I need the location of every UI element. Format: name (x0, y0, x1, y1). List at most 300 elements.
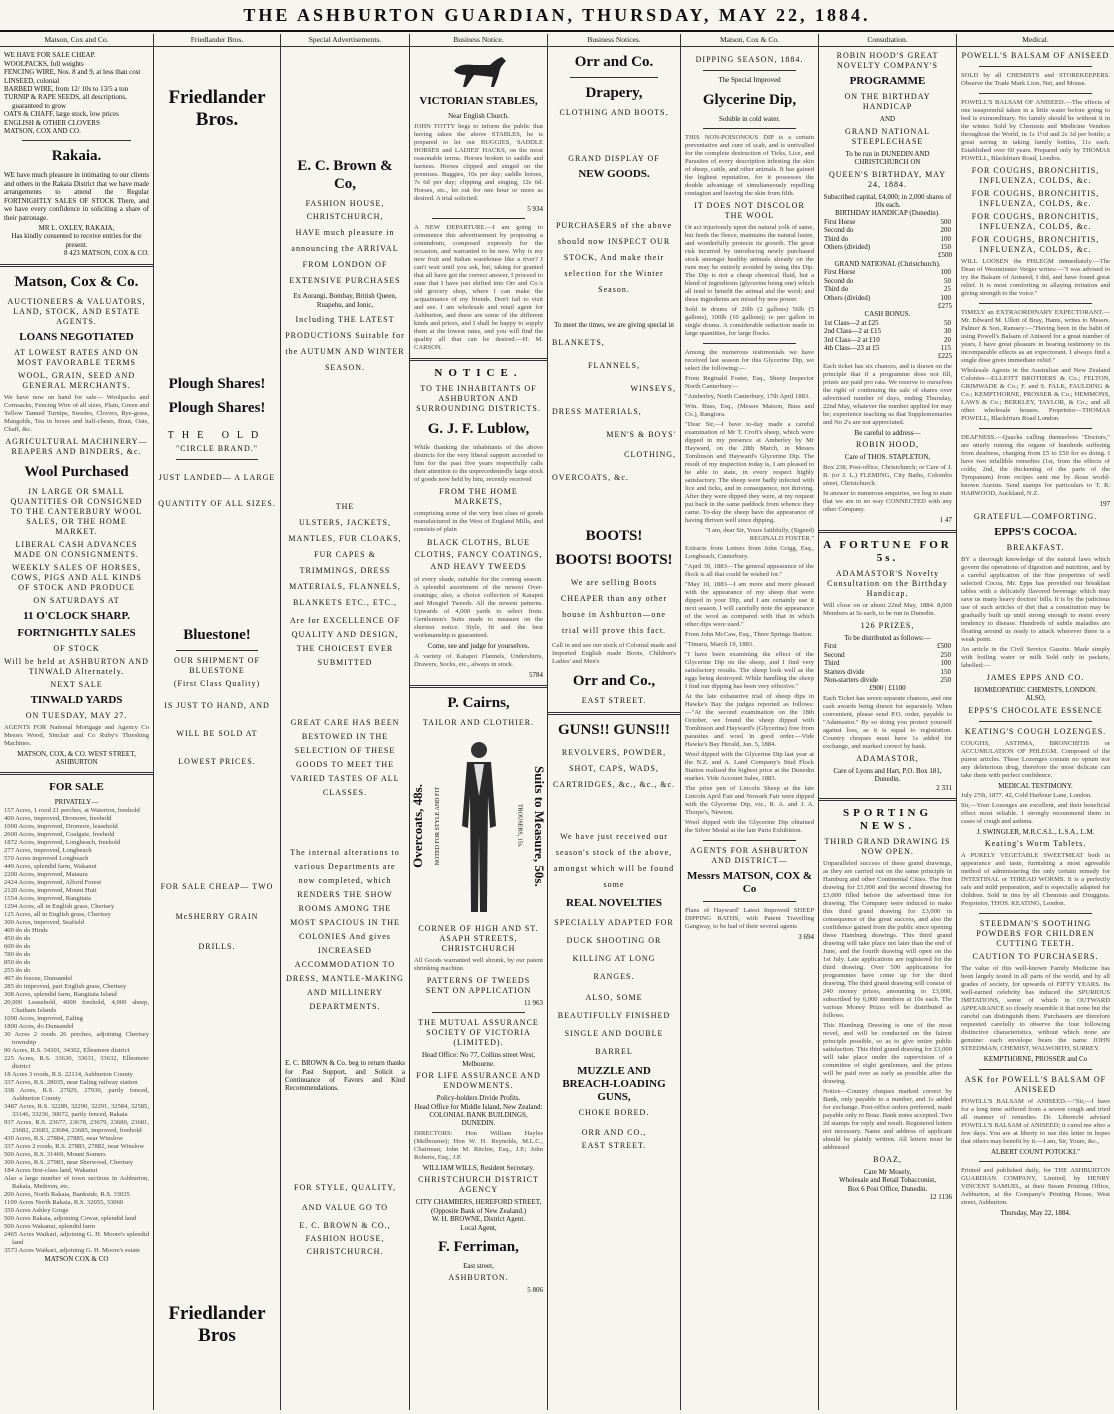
winseys: WINSEYS, (630, 383, 676, 393)
rakaia-heading: Rakaia. (51, 148, 102, 165)
boots-2: BOOTS! BOOTS! (555, 551, 673, 568)
blankets: BLANKETS, (552, 337, 605, 347)
prize-amount: 100 (940, 293, 951, 302)
lublow-text: While thanking the inhabitants of the above districts for the very liberal support accorded to him for the past five years respectfully calls their attention to the unprecedentedly large stock of goods now held by him, recently received (414, 444, 543, 484)
imprint-date: Thursday, May 22, 1884. (1000, 1209, 1071, 1218)
land-item: 600 do do (4, 942, 31, 950)
prize-amount: 200 (940, 226, 951, 235)
grand-display: GRAND DISPLAY OF (568, 154, 660, 164)
city-chambers: CITY CHAMBERS, HEREFORD STREET, (Opposite Bank of New Zealand.) (415, 1198, 542, 1215)
ad-ref: 11 963 (524, 999, 543, 1008)
prize-label: First Horse (824, 268, 856, 277)
land-item: 300 Acres, improved, Seafield (4, 918, 85, 926)
land-item: 337 Acres 2 roods, R.S. 27883, 27882, near Winslow (4, 1142, 145, 1150)
land-item: 937 Acres, R.S. 23677, 23678, 23679, 23680, 23681, 23682, 23683, 23684, 23685, improved, freehold (4, 1118, 149, 1134)
inhabitants: TO THE INHABITANTS OF ASHBURTON AND SURROUNDING DISTRICTS. (416, 384, 541, 414)
excellence: Are for EXCELLENCE OF QUALITY AND DESIGN, THE CHOICEST EVER SUBMITTED (289, 616, 401, 668)
prize-amount: 500 (940, 217, 951, 226)
trousers-price: TROUSERS, 15s. (516, 804, 523, 848)
masthead: THE ASHBURTON GUARDIAN, THURSDAY, MAY 22, 1884. (0, 0, 1114, 32)
powell-balsam: POWELL'S BALSAM OF ANISEED (961, 51, 1110, 61)
programme: PROGRAMME (849, 75, 926, 88)
land-item: 200 Acres, North Rakaia, Bankside, R.S. 33035 (4, 1190, 130, 1198)
foster: From Reginald Foster, Esq., Sheep Inspector North Canterbury— (685, 375, 814, 391)
near-church: Near English Church. (448, 112, 509, 121)
may: "May 10, 1883—I am more and more pleased with the appearance of my sheep that were dipped in your Dip, and I am certainly use it next season. I will carefully note the appearance of the wool as compared with that in which other dips were used." (685, 581, 814, 629)
table-row (823, 294, 952, 302)
prize-table-adamastor (823, 642, 952, 684)
comprising: comprising some of the very best class of goods manufactured in the West of England Mills, and consists of plain (414, 510, 543, 534)
caution-text: The value of this well-known Family Medicine has been largely tested in all parts of the world, and by all grades of society, for upwards of FIFTY YEARS. Its well-earned celebrity has induced the SPURIOUS IMITATIONS, some of which in OUTWARD APPEARANCE so closely resemble it that none but the careful can distinguish them. Purchasers are therefore requested carefully to observe the four following distinctive characteristics, without which none are genuine: each envelope bears the name JOHN STEEDMAN, CHEMIST, WALWORTH, SURREY. (961, 965, 1110, 1053)
the: THE (335, 502, 355, 512)
drapery: Drapery, (585, 85, 643, 102)
ec-brown-title: E. C. Brown & Co, (297, 158, 393, 193)
also: ALSO, (1025, 694, 1046, 703)
land-item: 277 Acres, improved, Longbeach (4, 846, 92, 854)
prize-label: 4th Class—23 at £5 (824, 343, 880, 352)
loans-terms: AT LOWEST RATES AND ON MOST FAVORABLE TERMS (14, 347, 139, 367)
fashion-house-footer: FASHION HOUSE, (305, 1233, 385, 1243)
ashburton: ASHBURTON. (448, 1273, 509, 1283)
prize-label: Third do (824, 234, 849, 243)
land-list (4, 807, 149, 1255)
adamastor: ADAMASTOR'S Novelty Consultation on the Birthday Handicap. (827, 568, 948, 598)
nz-office: Head Office for Middle Island, New Zealand: COLONIAL BANK BUILDINGS, DUNEDIN. (414, 1102, 543, 1128)
of-stock: OF STOCK (53, 643, 100, 653)
ad-line: WE HAVE FOR SALE CHEAP. (4, 51, 96, 60)
table-row (823, 235, 952, 243)
sold-in-drums: Sold in drums of 20lb (2 gallons) 56lb (5 gallons), 100lb (10 gallons); ie per gallon in single drums. A considerable reduction made in large quantities, for large flocks. (685, 306, 814, 338)
prize-label: 3rd Class—2 at £10 (824, 335, 880, 344)
plough-shares-2: Plough Shares! (168, 400, 266, 417)
land-item: 400 Acres, improved, Dromore, freehold (4, 814, 112, 822)
land-item: 450 do do (4, 934, 31, 942)
prize-amount: 30 (944, 327, 951, 336)
prize-amount: 250 (940, 650, 951, 659)
variety: A variety of Kaiapoi Flannels, Undershirts, Drawers, Socks, etc., always in stock. (414, 652, 543, 668)
ad-ref: 3 694 (798, 933, 814, 942)
plans: Plans of Hayward' Latest Improved SHEEP DIPPING BATHS, with Patent Travelling Gangway, to be had of their several agents (685, 907, 814, 931)
adamastor-sign: ADAMASTOR, (856, 753, 919, 763)
for-sale-heading: FOR SALE (49, 781, 104, 794)
epps-cocoa: EPPS'S COCOA. (994, 525, 1077, 538)
land-item: 850 do do (4, 958, 31, 966)
notice-text: Notice—Country cheques marked correct by Bank, only payable to a number, and 1s added for exchange. Post-office orders preferred, made payable only to Boaz. Bank notes accepted. Two 2d stamps for reply and result. Registered letters not necessary. Name and address of applicant should be plainly written. All letters must be addressed (823, 1088, 952, 1152)
mens-clothing: MEN'S & BOYS' CLOTHING, (606, 429, 676, 459)
corner-address: CORNER OF HIGH AND ST. ASAPH STREETS, CHRISTCHURCH (418, 924, 539, 954)
run-in: To be run in DUNEDIN AND CHRISTCHURCH ON (845, 149, 930, 167)
local-agent: Local Agent, (460, 1223, 497, 1232)
land-item: 184 Acres first-class land, Wakanui (4, 1166, 98, 1174)
cairns-title: P. Cairns, (447, 695, 510, 712)
timely: TIMELY an EXTRAORDINARY EXPECTORANT.—Mr. Edward M. Ullett of Bray, Hants, writes to Messrs. Palmer & Son, Ramsey:—"Having been in the habit of using Powell's Balsam of Aniseed for a great number of years, I have great pleasure in bearing testimony to its incomparable effects as an expectorant. I always find a single dose gives immediate relief." (961, 309, 1110, 365)
matson-address: MATSON, COX, & CO. WEST STREET, ASHBURTON (17, 749, 136, 766)
the-old: THE OLD (167, 430, 267, 442)
revolvers: REVOLVERS, POWDER, SHOT, CAPS, WADS, CARTRIDGES, &c., &c., &c. (552, 747, 676, 789)
style-quality: FOR STYLE, QUALITY, AND VALUE GO TO (294, 1182, 396, 1212)
land-item: 125 Acres, all in English grass, Chertsey (4, 910, 111, 918)
wholesale-agents: Wholesale Agents in the Australian and New Zealand Colonies—ELLIOTT BROTHERS & Co.; FELTON, GRIMWADE & Co.; F. and S. FALK, FAULDING & Co.; KEMPTHORNE, PROSSER & Co.; HEMMONS, LAWS & Co.; BERKLEY, TAYLOR, & Co.; and all other wholesale houses. Proprietor—THOMAS POWELL, Blackfriars Road London. (961, 367, 1110, 423)
imprint: Printed and published daily, for THE ASHBURTON GUARDIAN COMPANY, Limited, by HENRY VINCENT SAMUEL, at their Steam Printing Office, Ashburton, at the Company's Printing House, West street, Ashburton. (961, 1167, 1110, 1207)
column-header: Business Notices. (548, 36, 680, 47)
subscribed: Subscribed capital, £4,000; in 2,000 shares of 10s each. (823, 192, 952, 210)
prize-label: 2nd Class—2 at £15 (824, 327, 881, 336)
table-row (823, 226, 952, 234)
swingler: J. SWINGLER, M.R.C.S.L., L.S.A., L.M. (976, 828, 1095, 837)
special-improved: The Special Improved (718, 76, 781, 85)
wool-purchased-heading: Wool Purchased (24, 463, 129, 480)
held-at: Will be held at ASHBURTON AND TINWALD Alternately. (4, 656, 149, 676)
prize-amount: 150 (940, 243, 951, 252)
medical-testimony: MEDICAL TESTIMONY. (998, 781, 1073, 790)
ferriman: F. Ferriman, (438, 1238, 519, 1255)
total-2: £275 (938, 301, 952, 310)
column-header: Special Advertisements. (281, 36, 409, 47)
coughs-heading: FOR COUGHS, BRONCHITIS, INFLUENZA, COLDS, &c. (971, 166, 1100, 186)
fashion-house: FASHION HOUSE, (305, 199, 385, 209)
tailor-clothier: TAILOR AND CLOTHIER. (422, 718, 535, 728)
ship-names: Ex Aorangi, Bombay, British Queen, Ruapehu, and Ionic, (293, 292, 397, 309)
april: "April 30, 1883—The general appearance of the flock is all that could be wished for." (685, 563, 814, 579)
hamburg-text: This Hamburg Drawing is one of the most novel, and will be conducted on the fairest principle possible, so as to give entire public satisfaction. This third grand drawing for £3,000 will take place under the supervision of a committee of eight gentlemen, and the prizes will be paid over as early as possible after the drawing. (823, 1022, 952, 1086)
ticket-text: Each ticket has six chances, and is drawn on the principle that if a programme does not fill, prizes are paid pro rata. We reserve to ourselves the right of continuing the sale of shares over advertised number of days, ending Thursday, 22nd May, whatever the number applied for may be; experience teaching us that Supplementaries and No 2's are not appreciated. (823, 362, 952, 426)
overcoats: OVERCOATS, &c. (552, 472, 629, 482)
adapted: SPECIALLY ADAPTED FOR DUCK SHOOTING OR KILLING AT LONG RANGES. (554, 917, 674, 981)
prize-label: Third (824, 659, 840, 668)
overcoats-price: Overcoats, 48s. (410, 784, 425, 868)
prize-amount: 50 (944, 318, 951, 327)
ad-line: WOOLPACKS, full weights (4, 59, 84, 68)
albert: ALBERT COUNT POTOCKI." (991, 1147, 1080, 1156)
prize-label: 1st Class—2 at £25 (824, 318, 879, 327)
prize-label: Others (divided) (824, 243, 871, 252)
ad-ref: 197 (1099, 500, 1110, 509)
table-row (823, 277, 952, 285)
wool-purchased-text: IN LARGE OR SMALL QUANTITIES OR CONSIGNED TO THE CANTERBURY WOOL SALES, OR THE HOME MARKET. (10, 486, 143, 536)
hawkes-bay: At the late exhaustive trial of sheep dips in Hawke's Bay the judges reported as follows:—"At the second examination on the 18th October, we found the sheep dipped with Tomlinson and Hayward's (Glycerine) free from parasites and wool in good order.—Vide Hawke's Bay Herald, Jan. 5, 1884. (685, 693, 814, 749)
agents-text: AGENTS FOR National Mortgage and Agency Co Messrs Wood, Sinclair and Co Ruby's Threshing Machines. (4, 723, 149, 747)
coughs-heading: FOR COUGHS, BRONCHITIS, INFLUENZA, COLDS, &c. (971, 212, 1100, 232)
prize-amount: 25 (944, 285, 951, 294)
oxley-name: MR L. OXLEY, RAKAIA, (38, 223, 115, 232)
shipment: OUR SHIPMENT OF BLUESTONE (174, 656, 260, 676)
column-header: Consultation. (819, 36, 956, 47)
table-row (823, 642, 952, 650)
cloth-list: BLACK CLOTHS, BLUE CLOTHS, FANCY COATINGS, AND HEAVY TWEEDS (414, 538, 543, 572)
land-item: 308 Acres, splendid farm, Rangitata Island (4, 990, 117, 998)
homeopathic: HOMŒOPATHIC CHEMISTS, LONDON. (974, 685, 1097, 694)
column-medical (957, 34, 1114, 1410)
powell-text: POWELL'S BALSAM OF ANISEED.—The effects of one teaspoonful taken in a little water before going to bed is extraordinary. No family should be without it in the winter. Sold by Chemists and Medicine Vendors throughout the World, in 1s 1½d and 2s 3d per bottle; a great saving in taking family bottles, 11s each. Established over 60 years. Prepared only by THOMAS POWELL, Blackfriars Road, London. (961, 99, 1110, 163)
prize-amount: 50 (944, 276, 951, 285)
ask-for: ASK for POWELL'S BALSAM OF ANISEED (964, 1074, 1107, 1094)
grain-drills: FOR SALE CHEAP— TWO McSHERRY GRAIN DRILLS. (160, 882, 274, 952)
ad-ref: 5784 (529, 670, 543, 679)
will-close: Will close on or about 22nd May, 1884. 8,000 Members at 5s each, to be run in Dunedin. (823, 601, 952, 617)
land-item: 337 Acres, R.S. 28035, near Ealing railway station (4, 1078, 138, 1086)
friedlander-footer: Friedlander Bros (168, 1303, 266, 1347)
care-mosely: Care Mr Mosely, (863, 1168, 912, 1177)
and: AND (879, 115, 896, 124)
birthday-handicap: ON THE BIRTHDAY HANDICAP (844, 92, 931, 112)
ad-ref: 5 934 (527, 204, 543, 213)
first-class: (First Class Quality) (173, 679, 261, 689)
national-chch: GRAND NATIONAL (Christchurch). (834, 259, 941, 268)
prize-amount: 150 (940, 667, 951, 676)
privately: PRIVATELY— (54, 798, 99, 807)
land-item: 430 Acres, R.S. 27884, 27885, near Winslow (4, 1134, 123, 1142)
land-item: 2600 Acres, improved, Coalgate, freehold (4, 830, 115, 838)
worm-text: A PURELY VEGETABLE SWEETMEAT both in appearance and taste, furnishing a most agreeable method of administering the only certain remedy for INTESTINAL or THREAD WORMS. It is a perfectly safe and mild preparation, and is especially adapted for children. Sold in tins by all Chemists and Druggists. Proprietor, THOS. KEATING, London. (961, 852, 1110, 908)
prize-label: Second do (824, 276, 854, 285)
land-item: 350 Acres Ashley Gorge (4, 1206, 69, 1214)
boaz: BOAZ, (873, 1155, 902, 1165)
christchurch-footer: CHRISTCHURCH. (306, 1246, 384, 1256)
land-item: 225 Acres, R.S. 33630, 33631, 33632, Ellesmere district (4, 1054, 149, 1070)
land-item: 570 Acres improved Longbeach (4, 854, 89, 862)
prize-amount: 100 (940, 659, 951, 668)
column-header: Matson, Cox and Co. (0, 36, 153, 47)
table-row (823, 218, 952, 226)
real-novelties: REAL NOVELTIES (566, 896, 662, 909)
soluble: Soluble in cold water. (718, 114, 781, 123)
column-special-ads (281, 34, 410, 1410)
distributed: To be distributed as follows:— (844, 633, 931, 642)
prize-table-handicap (823, 218, 952, 252)
fortnightly-sales: FORTNIGHTLY SALES (17, 626, 136, 639)
plough-shares-1: Plough Shares! (168, 376, 266, 393)
agents-heading: AGENTS FOR ASHBURTON AND DISTRICT— (690, 846, 809, 866)
land-item: 300 Acres, R.S. 27983, near Sherwood, Chertsey (4, 1158, 134, 1166)
dress-materials: DRESS MATERIALS, (552, 406, 642, 416)
just-landed: JUST LANDED— A LARGE QUANTITY OF ALL SIZES. (158, 473, 276, 509)
dear-sir: "Dear Sir,—I have to-day made a careful examination of Mr T. Croft's sheep, which were dipped in my presence at Amberley by Mr Hayward, on the 28th March, in Messrs Tomlinson and Hayward's Glycerine Dip. The result of my inspection today is, I am pleased to be able to state, in every respect highly satisfactory. The sheep were badly infected with lice and ticks, and in consequence, not thriving. After they were dipped they were, at my request put back in the same paddock from whence they came. To-day the sheep have the appearance of having thriven well since dipping. (685, 421, 814, 525)
prize-label: Others (divided) (824, 293, 871, 302)
loosen-phlegm: WILL LOOSEN the PHLEGM immediately.—The Dean of Westminster Verger writes:—"I was advised to try the Balsam of Aniseed; I did, and have found great relief. It is most comforting in allaying irritation and giving strength to the voice." (961, 258, 1110, 298)
dip-body: THIS NON-POISONOUS DIP is a certain preventative and cure of scab, and is unrivalled for the complete destruction of Ticks, Lice, and Parasites of every description infesting the skin of sheep, cattle, and other animals. It has gained the highest reputation, for it possesses the double advantage of simultaneously repelling contagion and leaving the skin from filth. (685, 134, 814, 198)
prize-label: Third do (824, 285, 849, 294)
lublow-title: G. J. F. Lublow, (427, 421, 530, 438)
new-goods: NEW GOODS. (578, 168, 650, 181)
orr-title-2: Orr and Co., (572, 672, 656, 689)
latest-productions: Including THE LATEST PRODUCTIONS Suitable for the AUTUMN AND WINTER SEASON. (285, 315, 405, 373)
land-item: 780 do do (4, 950, 31, 958)
land-item: 1554 Acres, improved, Rangitata (4, 894, 91, 902)
ad-line: LINSEED, colonial (4, 76, 60, 85)
matson-agents: Messrs MATSON, COX & Co (686, 870, 813, 896)
foster-sign: "I am, dear Sir, Yours faithfully, (Signed) REGINALD FOSTER." (705, 527, 814, 543)
prize-amount: 20 (944, 335, 951, 344)
box: Box 238, Post-office, Christchurch; or Care of J. B. (or J. L.) FLEMING, City Baths, Colombo street, Christchurch. (823, 463, 952, 487)
glycerine-dip: Glycerine Dip, (702, 91, 797, 108)
ad-ref: 8 423 MATSON, COX & CO. (64, 249, 149, 258)
ad-line: TURNIP & RAPE SEEDS, all descriptions, guaranteed to grow (4, 93, 127, 110)
robin-hood-2: ROBIN HOOD, (856, 440, 919, 450)
ad-ref: 5 806 (527, 1286, 543, 1295)
robin-hood: ROBIN HOOD'S GREAT NOVELTY COMPANY'S (836, 51, 939, 71)
ad-line: ENGLISH & OTHER CLOVERS (4, 118, 100, 127)
arrival-text: HAVE much pleasure in announcing the ARRIVAL FROM LONDON OF EXTENSIVE PURCHASES (289, 228, 401, 286)
friedlander-title: Friedlander Bros. (168, 87, 266, 131)
ad-ref: 1 47 (939, 515, 952, 524)
table-row (823, 676, 952, 684)
chocolate-essence: EPPS'S CHOCOLATE ESSENCE (968, 705, 1103, 715)
land-item: 157 Acres, 1 rood 21 perches, at Waterton, freehold (4, 806, 140, 814)
district-agent: W. H. BROWNE, District Agent. (431, 1215, 526, 1224)
july: July 27th, 1877. 42, Cold Harbour Lane, London. (961, 792, 1092, 800)
extracts: Extracts from Letters from John Grigg, Esq., Longbeach, Canterbury. (685, 545, 814, 561)
column-friedlander (154, 34, 281, 1410)
circle-brand: "CIRCLE BRAND." (176, 444, 258, 454)
land-item: 497 do fescue, Dunsandel (4, 974, 73, 982)
shrunk-text: All Goods warranted well shrunk, by our patent shrinking machine. (414, 957, 543, 973)
prize-label: Second do (824, 226, 854, 235)
testimonials-intro: Among the numerous testimonials we have received last season for this Glycerine Dip, we select the following:— (685, 349, 814, 373)
matson-subtitle: AUCTIONEERS & VALUATORS, LAND, STOCK, AND ESTATE AGENTS. (7, 296, 146, 326)
prize-label: Non-starters divide (824, 676, 878, 684)
table-row (823, 285, 952, 293)
silver-medal: Wool dipped with the Glycerine Dip obtained the Silver Medal at the late Paris Exhibition. (685, 819, 814, 835)
table-row (823, 319, 952, 327)
grand-national: GRAND NATIONAL STEEPLECHASE (845, 126, 930, 146)
ulsters-list: ULSTERS, JACKETS, MANTLES, FUR CLOAKS, FUR CAPES & TRIMMINGS, DRESS MATERIALS, FLANNELS, BLANKETS ETC., ETC., (288, 518, 402, 608)
column-header: Business Notice. (410, 36, 547, 47)
land-item: 1800 Acres, do Dunsandel (4, 1022, 74, 1030)
table-row (823, 336, 952, 344)
agri-machinery: AGRICULTURAL MACHINERY— REAPERS AND BINDERS, &c. (5, 436, 148, 456)
just-received: We have just received our season's stock of the above, amongst which will be found some (553, 831, 675, 889)
deafness: DEAFNESS.—Quacks calling themselves "Doctors," are utterly ruining the organs of hundreds suffering from deafness, charging from £5 to £50 for so doing. I have two infallible remedies (1st, from the effects of colds; 2nd, the thickening of the parts of the Tympanum) from recipes sent me by those world-known Aurists. Send stamps for particulars to T. R. HARWOOD, Auckland, N.Z. (961, 434, 1110, 498)
mutual-assurance: THE MUTUAL ASSURANCE SOCIETY OF VICTORIA (LIMITED). (418, 1018, 539, 1048)
each-ticket: Each Ticket has seven separate chances, and one cash awards being drawn for separately. When convenient, please send P.O. order, payable to "Adamastor." By so doing you protect yourself against loss, as it is equal to registration. Country cheques must have 1s added for exchange, and marked correct by bank. (823, 694, 952, 750)
victorian-stables: VICTORIAN STABLES, (419, 95, 538, 108)
third-drawing: THIRD GRAND DRAWING IS NOW OPEN. (824, 837, 951, 857)
rakaia-text: WE have much pleasure in intimating to our clients and others in the Rakaia District that we have made arrangements to attend the Regular FORTNIGHTLY SALES OF STOCK There, and we have every confidence in soliciting a share of their patronage. (4, 171, 149, 222)
keating-lozenges: KEATING'S COUGH LOZENGES. (964, 726, 1107, 736)
land-item: 1294 Acres, all in English grass, Chertsey (4, 902, 115, 910)
not-discolor: IT DOES NOT DISCOLOR THE WOOL (694, 201, 805, 221)
matson-title: Matson, Cox & Co. (14, 273, 139, 290)
prize-label: Starters divide (824, 667, 865, 676)
weekly-sales: WEEKLY SALES OF HORSES, COWS, PIGS AND ALL KINDS OF STOCK AND PRODUCE (11, 562, 142, 592)
wool-price: Wool dipped with the Glycerine Dip last year at the N.Z. and A. Land Company's Stud Flock Station realised the highest price at the Dunedin market. Vide Account Sales, 1883. (685, 751, 814, 783)
muzzle: MUZZLE AND BREACH-LOADING GUNS, (562, 1064, 666, 1103)
oxley-text: Has kindly consented to receive entries for the present. (11, 232, 142, 249)
land-item: 2465 Acres Waikari, adjoining G. H. Moore's splendid land (4, 1230, 149, 1246)
land-item: 30 Acres 2 roods 26 perches, adjoining Chertsey township (4, 1030, 149, 1046)
come-see: Come, see and judge for yourselves. (427, 642, 530, 651)
column-header: Matson, Cox & Co. (681, 36, 818, 47)
orr-footer: ORR AND CO., (581, 1127, 647, 1137)
land-item: 1000 Acres, improved, Dromore, leasehold (4, 822, 118, 830)
store-list: We have now on hand for sale— Woolpacks and Cornsacks, Fencing Wire of all sizes, Plain, Green and Yellow Tanned Turnips, Swedes, Clovers, Rye-grass, Mangolds, Tea in boxes and half-chests, Bran, Oats, Chaff, &c. (4, 393, 149, 433)
powell-letter: POWELL'S BALSAM of ANISEED.—"Sir,—I have for a long time suffered from a severe cough and tried all manner of remedies. Dr. Liberecht advised POWELL'S BALSAM of ANISEED; it cured me after a few days. You are at liberty to use this letter in hopes that others may benefit by it.—I am, Sir, Yours, &c., (961, 1097, 1110, 1145)
cash-bonus: CASH BONUS. (864, 310, 911, 319)
christchurch: CHRISTCHURCH, (306, 212, 384, 222)
column-matson-cox (0, 34, 154, 1410)
selling-boots: We are selling Boots CHEAPER than any other house in Ashburton—one trial will prove this fact. (560, 577, 668, 635)
matson-footer: MATSON COX & CO (44, 1254, 109, 1263)
ec-brown-footer: E. C. BROWN & CO., (299, 1220, 391, 1230)
prize-label: Second (824, 650, 845, 659)
timaru: "Timaru, March 19, 1883. (685, 641, 754, 649)
tinwald-yards: TINWALD YARDS (30, 693, 123, 706)
land-item: 1872 Acres, improved, Longbeach, freehold (4, 838, 121, 846)
care-lyons: Care of Lyons and Hart, P.O. Box 181, Dunedin. (833, 766, 942, 784)
column-header: Medical. (957, 36, 1114, 47)
prize-amount: 250 (940, 676, 951, 684)
land-item: 400 do do Hinds (4, 926, 48, 934)
fortune: A FORTUNE FOR 5s. (823, 538, 952, 564)
directors: DIRECTORS: Hon William Hayles (Melbourne); Hon W. H. Reynolds, M.L.C., Chairman; John M. Ritchie, Esq., J.P.; John Roberts, Esq., J.P. (414, 1129, 543, 1161)
east-street: East street, (463, 1261, 494, 1270)
totals: £900 | £1100 (869, 684, 906, 693)
sold-by: SOLD by all CHEMISTS and STOREKEEPERS. Observe the Trade Mark Lion, Net, and Mouse. (961, 72, 1110, 88)
land-item: 2424 Acres, improved, Alford Forest (4, 878, 102, 886)
home-markets: FROM THE HOME MARKETS, (439, 487, 518, 507)
sporting-news: SPORTING NEWS. (842, 807, 933, 833)
purchasers: PURCHASERS of the above should now INSPECT OUR STOCK, And make their selection for the Winter Season. (555, 221, 673, 295)
land-item: 449 Acres, splendid farm, Wakanui (4, 862, 97, 870)
east-street-footer: EAST STREET. (581, 1140, 647, 1150)
orr-title: Orr and Co. (574, 54, 654, 71)
table-row (823, 651, 952, 659)
land-item: 500 Acres Rakaia, adjoining Cowar, splendid land (4, 1214, 137, 1222)
sporting-body: Unparalleled success of these grand drawings, as they are carried out on the same principle in Hamburg and other Continental Cities. The first drawing for £1,000 and the second drawing for £3,000 filled before the advertised time for drawing. The Company were induced to make this third grand drawing for £3,000 in consequence of the great success, and also the confidence gained from the public since opening these Hamburg drawings. This third grand drawing will take place not later than the end of June, and the fourth drawing will open on the 1st July. Late applications are registered for the third drawing. Over 500 applications for programmes have come up for the third drawing. The third grand drawing will consist of 240 money prizes, amounting to £3,000, subscribed by 6,000 members at 10s each. The various Money Prizes will be distributed as follows. (823, 860, 952, 1020)
land-item: 90 Acres, R.S. 34301, 34302, Ellesmere district (4, 1046, 130, 1054)
prize-label: First (824, 642, 837, 651)
new-departure-text: A NEW DEPARTURE.—I am going to commence this advertisement by proposing a conundrum, composed expressly for the occasion, and warranted to be new. Why is my new fruit and Italian warehouse like a river? I can't wait until you ask, but, taking for granted that all have got the correct answer, I proceed to state that I have just shifted into Orr and Co.'s old grocery shop, where I can make the acquaintance of my friends. Don't fail to visit and see. I am wholesale and retail agent for Ashburton, and these are some of the different kinds and prices, and I shall be happy to supply them at the lowest rates, and you will find the quality all that can be desired.—H. M. CARSON. (414, 224, 543, 352)
total-3: £225 (938, 352, 952, 361)
prize-amount: £500 (937, 642, 951, 651)
east-street: EAST STREET. (581, 695, 647, 705)
civil-service: An article in the Civil Service Gazette. Made simply with boiling water or milk Sold only in packets, labelled:— (961, 645, 1110, 669)
prize-amount: 100 (940, 268, 951, 277)
notice-heading: NOTICE. (434, 367, 523, 380)
table-row (823, 243, 952, 251)
prizes-126: 126 PRIZES, (860, 620, 915, 630)
land-item: 500 Acres, R.S. 31469, Mount Somers (4, 1150, 106, 1158)
caution: CAUTION TO PURCHASERS. (972, 952, 1099, 962)
secretary: WILLIAM WILLS, Resident Secretary. (422, 1163, 535, 1172)
coughs-heading: FOR COUGHS, BRONCHITIS, INFLUENZA, COLDS, &c. (971, 189, 1100, 209)
wool-grain-heading: WOOL, GRAIN, SEED AND GENERAL MERCHANTS. (17, 370, 136, 390)
grateful: GRATEFUL—COMFORTING. (973, 511, 1098, 521)
noted-style: NOTED FOR STYLE AND FIT (434, 786, 441, 866)
table-row (823, 668, 952, 676)
choke-bored: CHOKE BORED. (578, 1107, 650, 1117)
ad-line: BARBED WIRE, from 12/ 10s to 13/5 a ton (4, 85, 129, 94)
tuesday-date: ON TUESDAY, MAY 27. (25, 710, 128, 720)
land-item: 500 Acres Wakanui, splendid farm (4, 1222, 96, 1230)
coughs-list (961, 166, 1110, 255)
handicap-dunedin: BIRTHDAY HANDICAP (Dunedin). (835, 209, 940, 218)
also-guns: ALSO, SOME BEAUTIFULLY FINISHED SINGLE AND DOUBLE BARREL (557, 992, 671, 1056)
prize-label: First Horse (824, 217, 856, 226)
foster-date: "Amberley, North Canterbury, 17th April 1883. (685, 393, 810, 401)
head-office: Head Office: No 77, Collins street West, Melbourne. (421, 1051, 536, 1068)
dipping-season: DIPPING SEASON, 1884. (695, 55, 804, 65)
ad-line: FENCING WIRE, Nos. 8 and 9, at less than cost (4, 68, 141, 77)
box-6: Box 6 Post Office, Dunedin. (847, 1184, 928, 1193)
answer: In answer to numerous enquiries, we beg to state that we are in no way CONNECTED with any other Company. (823, 489, 952, 513)
column-header: Friedlander Bros. (154, 36, 280, 47)
next-sale: NEXT SALE (50, 679, 103, 689)
prize-table-national (823, 268, 952, 302)
land-item: 1109 Acres North Rakaia, R.S. 32055, 33060 (4, 1198, 124, 1206)
column-dipping (681, 34, 819, 1410)
queens-birthday: QUEEN'S BIRTHDAY, MAY 24, 1884. (828, 169, 946, 189)
